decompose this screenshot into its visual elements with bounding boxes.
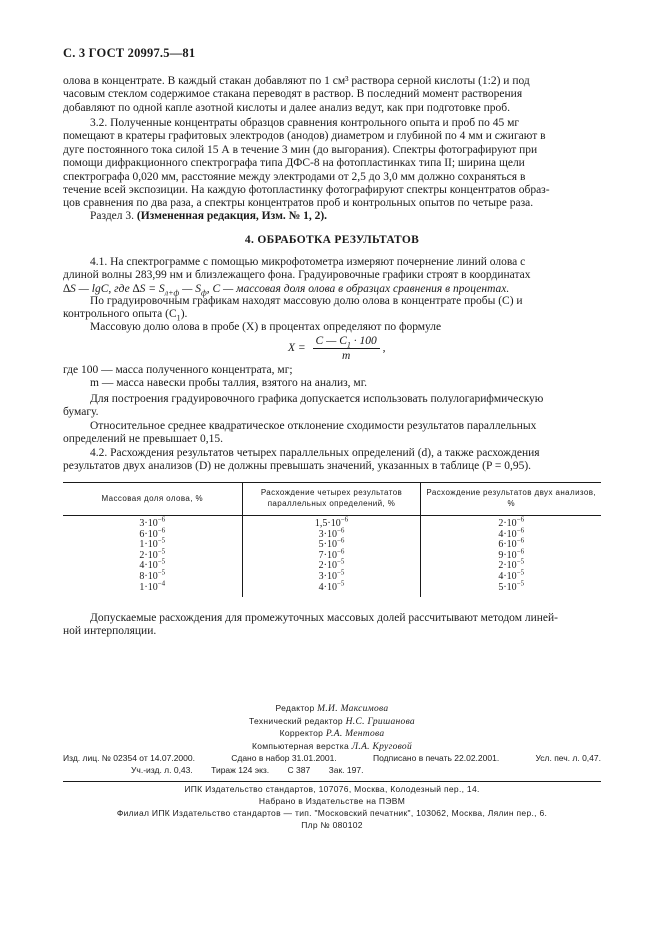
text-fragment: ∆S — lgC, где ∆S = S (63, 282, 165, 295)
publisher-line: Набрано в Издательстве на ПЭВМ (258, 796, 406, 806)
cell-mantissa: 2·10 (498, 560, 517, 572)
credit-layout (63, 741, 601, 754)
column-header-tin-fraction: Массовая доля олова, % (63, 483, 242, 516)
text-line: добавляют по одной капле азотной кислоты и далее анализ ведут, как при подготовке проб. (63, 101, 510, 114)
imprint-signed: Подписано в печать 22.02.2001. (372, 753, 500, 763)
subscript: 1 (176, 313, 181, 323)
paragraph-interpolation (63, 612, 601, 639)
cell-exponent: −6 (516, 515, 525, 524)
cell-exponent: −6 (516, 547, 525, 556)
cell-tin-fraction (63, 516, 242, 530)
credit-role: Корректор (279, 728, 324, 739)
paragraph-3-2 (63, 117, 601, 211)
text-line: определений не превышает 0,15. (63, 433, 224, 446)
text-line: дуге постоянного тока силой 15 А в течение 3 мин (до выгорания). Спектры фотографируют при (63, 143, 538, 156)
text-fragment: C — C (315, 335, 347, 347)
imprint-order: Зак. 197. (328, 764, 364, 775)
publisher-line: ИПК Издательство стандартов, 107076, Москва, Колодезный пер., 14. (184, 784, 480, 794)
text-line: Для построения градуировочного графика допускается использовать полулогарифмическую (90, 393, 544, 405)
formula-intro: Массовую долю олова в пробе (X) в процентах определяют по формуле (90, 321, 442, 333)
cell-mantissa: 2·10 (139, 549, 158, 561)
where-block (63, 364, 601, 391)
cell-four-parallel (242, 579, 421, 598)
text-line: Относительное среднее квадратическое отклонение сходимости результатов параллельных (90, 420, 537, 432)
text-fragment: , C — массовая доля олова в образцах сравнения в процентах. (206, 282, 510, 295)
where-line: где 100 — масса полученного концентрата, мг; (63, 364, 293, 376)
text-line: спектрографа 0,020 мм, расстояние между электродами от 2,5 до 3,0 мм должно сохраняться в (63, 170, 526, 183)
text-line: олова в концентрате. В каждый стакан добавляют по 1 см³ раствора серной кислоты (1:2) и под (63, 75, 530, 87)
cell-mantissa: 9·10 (498, 549, 517, 561)
text-line: По градуировочным графикам находят массовую долю олова в концентрате пробы (C) и (90, 295, 523, 307)
cell-exponent: −6 (157, 515, 166, 524)
cell-exponent: −6 (340, 515, 349, 524)
formula-lhs: X = (288, 342, 306, 355)
imprint-copies: Тираж 124 экз. (211, 764, 270, 775)
cell-exponent: −5 (336, 568, 345, 577)
cell-exponent: −4 (157, 579, 166, 588)
imprint-divider (63, 781, 601, 782)
cell-mantissa: 1·10 (139, 539, 158, 551)
text-line: длиной волны 283,99 нм и близлежащего фона. Градуировочные графики строят в координатах (63, 269, 531, 282)
text-fragment: ). (180, 308, 188, 321)
imprint-pub-sheets: Уч.-изд. л. 0,43. (131, 764, 193, 775)
cell-mantissa: 3·10 (318, 528, 337, 540)
credit-name: Р.А. Ментова (325, 729, 385, 740)
imprint-license: Изд. лиц. № 02354 от 14.07.2000. (63, 753, 195, 763)
text-fragment: — S (179, 282, 201, 295)
cell-exponent: −6 (336, 526, 345, 535)
table-row (63, 583, 601, 598)
credit-name: Н.С. Гришанова (345, 716, 415, 727)
text-line: 3.2. Полученные концентраты образцов сравнения контрольного опыта и проб по 45 мг (90, 117, 520, 129)
column-header-four-parallel: Расхождение четырех результатов параллельных определений, % (242, 483, 421, 516)
publisher-block (63, 783, 601, 831)
credit-proofreader (63, 728, 601, 741)
formula-denominator: m (342, 350, 351, 362)
text-fragment: контрольного опыта (C (63, 308, 177, 321)
cell-exponent: −6 (336, 536, 345, 545)
paragraph-4-1 (63, 256, 601, 296)
section-4-title: 4. ОБРАБОТКА РЕЗУЛЬТАТОВ (244, 234, 420, 246)
cell-exponent: −6 (516, 536, 525, 545)
text-line: результатов двух анализов (D) не должны превышать значений, указанных в таблице (P = 0,95). (63, 460, 532, 473)
paragraph-4-2 (63, 447, 601, 474)
text-fragment: · 100 (350, 335, 377, 347)
cell-mantissa: 3·10 (318, 570, 337, 582)
publisher-line: Плр № 080102 (301, 820, 363, 830)
text-line: 4.1. На спектрограмме с помощью микрофотометра измеряют почернение линий олова с (90, 256, 526, 268)
cell-mantissa: 6·10 (139, 528, 158, 540)
note-amendment: (Измененная редакция, Изм. № 1, 2). (136, 210, 328, 222)
text-line: Допускаемые расхождения для промежуточных массовых долей рассчитывают методом линей- (90, 612, 559, 624)
imprint-row (63, 753, 601, 765)
page-header: С. 3 ГОСТ 20997.5—81 (63, 46, 196, 60)
imprint-typeset: Сдано в набор 31.01.2001. (231, 753, 337, 763)
table-body (63, 516, 601, 598)
text-line: 4.2. Расхождения результатов четырех параллельных определений (d), а также расхождения (90, 447, 540, 459)
cell-mantissa: 5·10 (498, 581, 517, 593)
cell-exponent: −5 (157, 547, 166, 556)
subscript: 1 (346, 340, 351, 350)
note-prefix: Раздел 3. (90, 210, 135, 222)
table-header-row (63, 483, 601, 516)
cell-mantissa: 2·10 (498, 518, 517, 529)
text-line: бумагу. (63, 406, 99, 419)
editorial-credits (63, 703, 601, 753)
cell-exponent: −6 (157, 526, 166, 535)
formula-tail: , (382, 342, 386, 355)
imprint-block (63, 753, 601, 776)
cell-exponent: −5 (336, 579, 345, 588)
publisher-line: Филиал ИПК Издательство стандартов — тип. "Московский печатник", 103062, Москва, Лялин пер., 6. (116, 808, 548, 818)
cell-tin-fraction (63, 579, 242, 598)
credit-role: Технический редактор (249, 715, 343, 726)
where-line: m — масса навески пробы таллия, взятого на анализ, мг. (90, 377, 368, 390)
text-line: помощи дифракционного спектрографа типа ДФС-8 на фотопластинках типа II; ширина щели (63, 157, 525, 170)
credit-name: М.И. Максимова (317, 704, 389, 714)
cell-mantissa: 4·10 (318, 581, 337, 593)
cell-mantissa: 6·10 (498, 539, 517, 551)
cell-two-analyses (421, 579, 601, 598)
credit-name: Л.А. Круговой (351, 741, 413, 752)
credit-tech-editor (63, 716, 601, 729)
paragraph-stdev (63, 420, 601, 447)
formula-numerator (313, 335, 380, 349)
cell-two-analyses (421, 516, 601, 530)
cell-exponent: −5 (336, 558, 345, 567)
column-header-two-analyses: Расхождение результатов двух анализов, % (421, 483, 601, 516)
subscript: л+ф (164, 288, 180, 298)
text-line: часовым стеклом содержимое стакана переводят в раствор. В последний момент растворения (63, 88, 523, 101)
cell-exponent: −5 (157, 558, 166, 567)
cell-exponent: −6 (516, 526, 525, 535)
cell-exponent: −5 (157, 568, 166, 577)
cell-mantissa: 4·10 (498, 528, 517, 540)
cell-mantissa: 7·10 (318, 549, 337, 561)
cell-mantissa: 8·10 (139, 570, 158, 582)
cell-exponent: −6 (336, 547, 345, 556)
imprint-sheets: Усл. печ. л. 0,47. (535, 753, 601, 763)
cell-mantissa: 3·10 (139, 518, 158, 529)
cell-mantissa: 2·10 (318, 560, 337, 572)
imprint-row (63, 765, 601, 777)
paragraph-intro (63, 75, 601, 115)
cell-exponent: −5 (516, 568, 525, 577)
results-table (63, 482, 601, 597)
section3-amendment-note (63, 210, 601, 223)
cell-exponent: −5 (516, 579, 525, 588)
cell-exponent: −5 (157, 536, 166, 545)
subscript: ф (201, 288, 207, 298)
text-line: ной интерполяции. (63, 625, 157, 638)
text-line: цов сравнения по два раза, а спектры концентратов проб и контрольных опытов по четыре раза. (63, 197, 534, 210)
credit-role: Редактор (275, 703, 315, 713)
cell-exponent: −5 (516, 558, 525, 567)
paragraph-log-paper (63, 393, 601, 420)
cell-mantissa: 5·10 (318, 539, 337, 551)
text-line: помещают в кратеры графитовых электродов (анодов) диаметром и глубиной по 4 мм и сжигают в (63, 130, 546, 143)
cell-mantissa: 4·10 (139, 560, 158, 572)
formula-x (288, 335, 386, 362)
cell-four-parallel (242, 516, 421, 530)
credit-editor (63, 703, 601, 716)
text-line: течение всей экспозиции. На каждую фотопластинку фотографируют спектры концентратов образ- (63, 184, 550, 197)
cell-mantissa: 1·10 (139, 581, 158, 593)
cell-mantissa: 4·10 (498, 570, 517, 582)
credit-role: Компьютерная верстка (251, 740, 349, 751)
cell-mantissa: 1,5·10 (314, 518, 341, 529)
formula-fraction (313, 335, 380, 362)
paragraph-graph (63, 295, 601, 322)
text-line (63, 308, 601, 321)
imprint-c-code: С 387 (287, 764, 311, 775)
